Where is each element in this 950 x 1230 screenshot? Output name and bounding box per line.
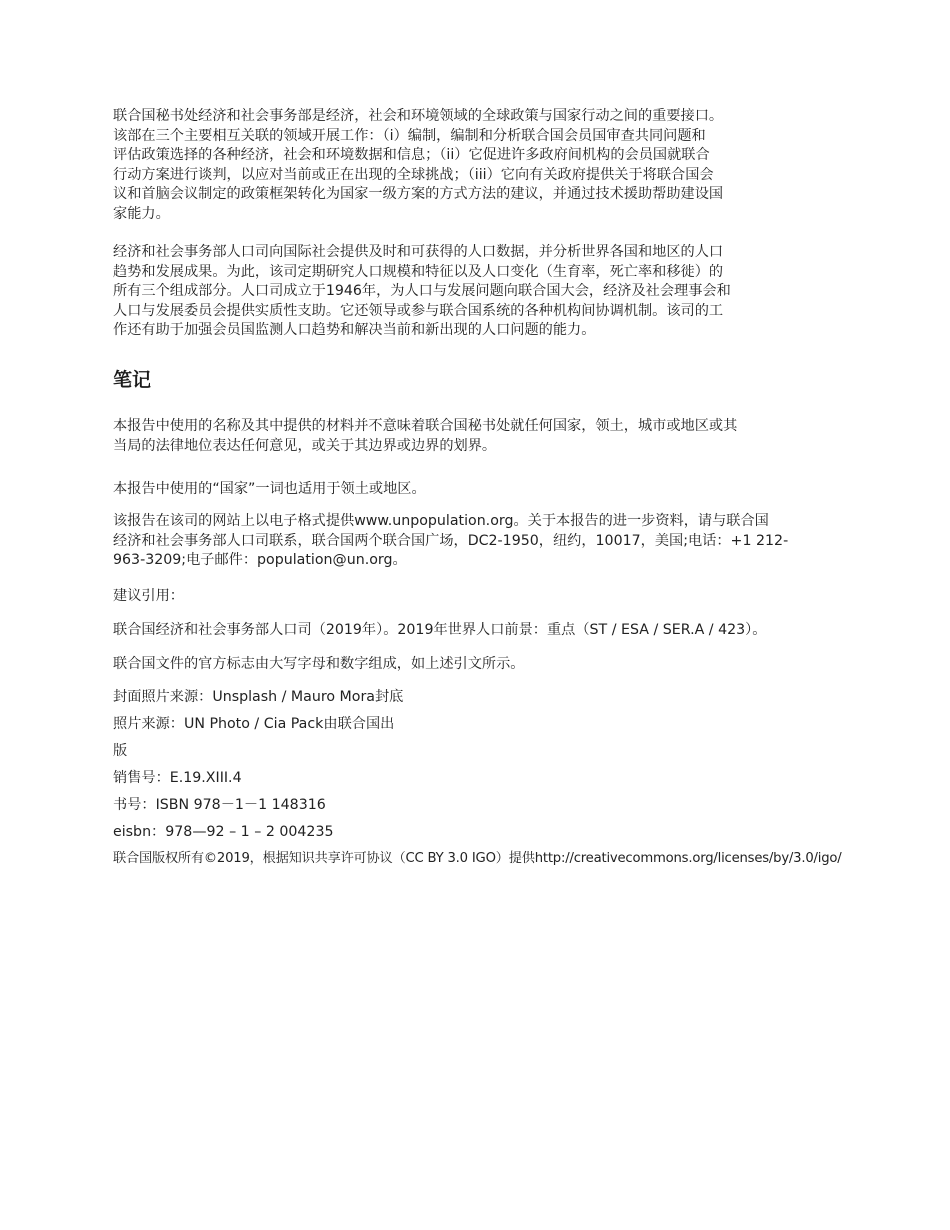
intro-paragraph-desa xyxy=(113,107,818,225)
text-line: 963-3209;电子邮件：population@un.org。 xyxy=(113,552,407,569)
text-line: 本报告中使用的名称及其中提供的材料并不意味着联合国秘书处就任何国家，领土，城市或地区或其 xyxy=(113,418,738,434)
text-line: 当局的法律地位表达任何意见，或关于其边界或边界的划界。 xyxy=(113,437,497,454)
copyright-notice: 联合国版权所有©2019，根据知识共享许可协议（CC BY 3.0 IGO）提供http://creativecommons.org/licenses/by/3.0/igo/ xyxy=(113,851,842,866)
notes-availability xyxy=(113,512,818,571)
text-line: 该报告在该司的网站上以电子格式提供www.unpopulation.org。关于本报告的进一步资料，请与联合国 xyxy=(113,513,769,529)
text-line: 家能力。 xyxy=(113,205,170,222)
symbol-note: 联合国文件的官方标志由大写字母和数字组成，如上述引文所示。 xyxy=(113,656,525,672)
intro-paragraph-population-division xyxy=(113,243,818,341)
back-photo-credit: 照片来源：UN Photo / Cia Pack由联合国出 xyxy=(113,716,395,732)
notes-disclaimer xyxy=(113,417,818,456)
text-line: 经济和社会事务部人口司联系，联合国两个联合国广场，DC2-1950，纽约，10017，美国;电话：+1 212- xyxy=(113,532,789,549)
text-line: 人口与发展委员会提供实质性支助。它还领导或参与联合国系统的各种机构间协调机制。该司的工 xyxy=(113,302,724,319)
notes-heading: 笔记 xyxy=(113,369,152,391)
text-line: 评估政策选择的各种经济，社会和环境数据和信息；（ii）它促进许多政府间机构的会员国就联合 xyxy=(113,147,710,164)
published-label: 版 xyxy=(113,743,128,759)
eisbn: eisbn：978—92 – 1 – 2 004235 xyxy=(113,824,334,840)
text-line: 经济和社会事务部人口司向国际社会提供及时和可获得的人口数据，并分析世界各国和地区的人口 xyxy=(113,244,724,260)
sales-number: 销售号：E.19.XIII.4 xyxy=(113,770,242,786)
text-line: 行动方案进行谈判，以应对当前或正在出现的全球挑战；（iii）它向有关政府提供关于将联合国会 xyxy=(113,166,714,183)
text-line: 趋势和发展成果。为此，该司定期研究人口规模和特征以及人口变化（生育率，死亡率和移徙）的 xyxy=(113,263,724,280)
text-line: 所有三个组成部分。人口司成立于1946年，为人口与发展问题向联合国大会，经济及社会理事会和 xyxy=(113,283,731,300)
text-line: 联合国秘书处经济和社会事务部是经济，社会和环境领域的全球政策与国家行动之间的重要接口。 xyxy=(113,108,724,124)
citation-text: 联合国经济和社会事务部人口司（2019年）。2019年世界人口前景：重点（ST / ESA / SER.A / 423）。 xyxy=(113,622,767,638)
suggested-citation-label: 建议引用： xyxy=(113,588,184,604)
cover-photo-credit: 封面照片来源：Unsplash / Mauro Mora封底 xyxy=(113,689,404,705)
isbn: 书号：ISBN 978－1－1 148316 xyxy=(113,797,326,813)
text-line: 议和首脑会议制定的政策框架转化为国家一级方案的方式方法的建议，并通过技术援助帮助建设国 xyxy=(113,186,724,203)
notes-country-term: 本报告中使用的“国家”一词也适用于领土或地区。 xyxy=(113,481,426,497)
text-line: 作还有助于加强会员国监测人口趋势和解决当前和新出现的人口问题的能力。 xyxy=(113,322,596,339)
text-line: 该部在三个主要相互关联的领域开展工作：（i）编制，编制和分析联合国会员国审查共同问题和 xyxy=(113,127,706,144)
